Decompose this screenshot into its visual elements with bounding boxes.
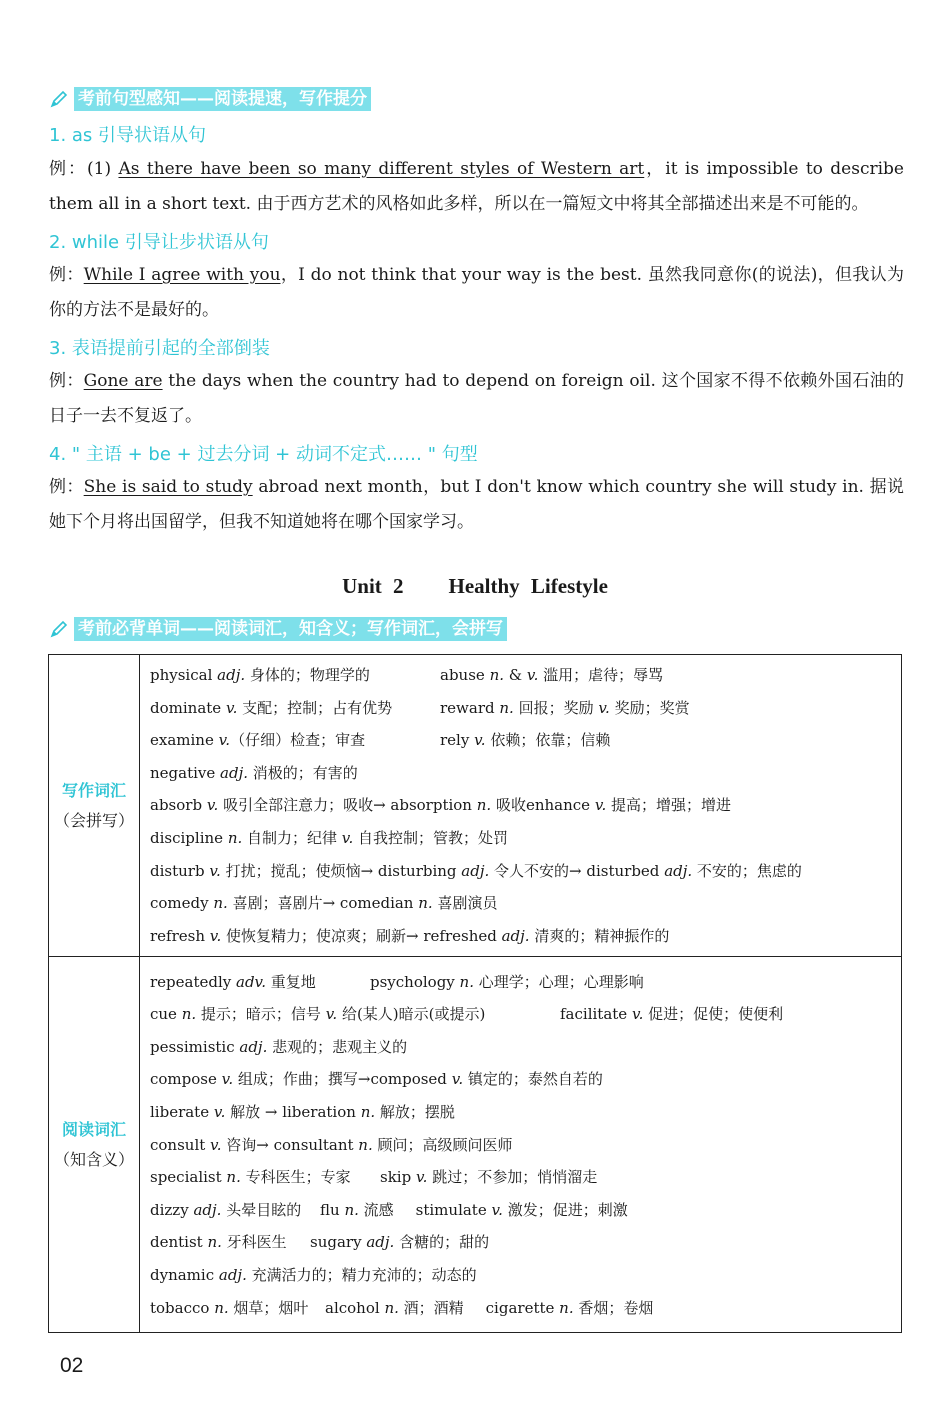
- vocab-word: absorb: [150, 796, 207, 815]
- vocab-entry: [150, 966, 370, 999]
- vocab-meaning: 自制力；纪律: [242, 828, 342, 847]
- vocab-line: [150, 1129, 901, 1162]
- vocab-line: [150, 1063, 901, 1096]
- reading-vocab-row: [49, 957, 902, 1333]
- part-of-speech: v.: [213, 1102, 226, 1121]
- pencil-icon: [48, 88, 70, 110]
- vocab-entry: [150, 1226, 310, 1259]
- part-of-speech: v.: [209, 926, 222, 945]
- section-heading-text: 考前必背单词——阅读词汇，知含义；写作词汇，会拼写: [74, 617, 507, 641]
- underlined-clause: She is said to study: [83, 477, 253, 497]
- example-sentence: [49, 364, 904, 434]
- unit-title: Unit 2 Healthy Lifestyle: [342, 574, 608, 598]
- vocab-word: dentist: [150, 1233, 208, 1252]
- page-number: 02: [60, 1354, 84, 1377]
- vocab-entry: [440, 692, 690, 725]
- part-of-speech: v.: [526, 666, 539, 684]
- vocab-entry: [380, 1161, 597, 1194]
- part-of-speech: v.: [594, 796, 607, 815]
- vocab-word: stimulate: [415, 1200, 492, 1219]
- vocab-word: cigarette: [485, 1298, 560, 1317]
- part-of-speech: n.: [344, 1200, 359, 1219]
- vocab-entry: [150, 1096, 455, 1129]
- category-note: （会拼写）: [53, 810, 134, 830]
- part-of-speech: v.: [631, 1005, 644, 1024]
- example-sentence: [49, 152, 904, 222]
- vocab-meaning: 自我控制；管教；处罚: [353, 828, 509, 847]
- example-rest: the days when the country had to depend on foreign oil. 这个国家不得不依赖外国石油的日子一去不复返了。: [49, 371, 904, 426]
- vocab-meaning: 镇定的；泰然自若的: [463, 1070, 603, 1089]
- vocab-line: [150, 692, 901, 725]
- part-of-speech: v.: [415, 1168, 428, 1187]
- item-title: 2. while 引导让步状语从句: [49, 232, 269, 253]
- vocab-meaning: 回报；奖励: [513, 698, 599, 717]
- vocab-word: alcohol: [325, 1298, 385, 1317]
- part-of-speech: v.: [325, 1005, 338, 1024]
- part-of-speech: n.: [559, 1298, 574, 1317]
- vocab-meaning: 重复地: [266, 972, 316, 991]
- part-of-speech: n.: [213, 894, 228, 913]
- part-of-speech: adj.: [664, 861, 693, 880]
- vocab-meaning: 顾问；高级顾问医师: [372, 1135, 513, 1154]
- vocab-word: cue: [150, 1005, 182, 1024]
- word-list: [140, 655, 902, 957]
- vocab-meaning: 心理学；心理；心理影响: [473, 972, 644, 991]
- underlined-clause: Gone are: [83, 371, 163, 391]
- vocab-word: reward: [440, 698, 500, 717]
- vocab-meaning: 头晕目眩的: [221, 1200, 302, 1219]
- vocab-word: dominate: [150, 698, 226, 717]
- vocab-entry: [325, 1292, 464, 1325]
- example-rest: ，it is impossible to describe them all in a short text. 由于西方艺术的风格如此多样，所以在一篇短文中将其全部描述出来是不可能的。: [49, 159, 904, 214]
- example-prefix: 例：: [49, 265, 84, 285]
- vocab-meaning: 充满活力的；精力充沛的；动态的: [246, 1265, 477, 1284]
- part-of-speech: n.: [226, 1168, 241, 1187]
- vocab-word: skip: [380, 1168, 416, 1187]
- vocab-entry: [150, 789, 526, 822]
- vocab-line: [150, 789, 901, 822]
- vocab-entry: [150, 659, 440, 692]
- part-of-speech: n.: [207, 1233, 222, 1252]
- part-of-speech: v.: [209, 861, 221, 880]
- item-title: 1. as 引导状语从句: [49, 125, 207, 146]
- section-heading-vocab: [48, 617, 507, 641]
- vocab-table: [48, 654, 902, 1333]
- vocab-meaning: 含糖的；甜的: [394, 1233, 490, 1252]
- example-rest: ，I do not think that your way is the best. 虽然我同意你(的说法)，但我认为你的方法不是最好的。: [49, 265, 904, 320]
- vocab-line: [150, 1259, 901, 1292]
- part-of-speech: v.: [598, 698, 610, 717]
- part-of-speech: n.: [499, 698, 514, 717]
- example-rest: abroad next month，but I don't know which country she will study in. 据说她下个月将出国留学，但我不知道她将在哪个国家学习。: [49, 477, 904, 532]
- vocab-word: disturb: [150, 861, 210, 880]
- example-sentence: [49, 470, 904, 540]
- vocab-entry: [310, 1226, 489, 1259]
- vocab-entry: [150, 757, 358, 790]
- part-of-speech: n.: [459, 972, 474, 991]
- vocab-entry: [486, 1292, 654, 1325]
- vocab-meaning: &: [504, 666, 527, 684]
- vocab-entry: [150, 822, 508, 855]
- vocab-meaning: 打扰；搅乱；使烦恼→ disturbing: [220, 861, 462, 880]
- vocab-meaning: 提高；增强；增进: [606, 796, 732, 815]
- vocab-meaning: 奖励；奖赏: [609, 698, 690, 717]
- part-of-speech: n.: [227, 828, 243, 847]
- category-name: 写作词汇: [61, 780, 126, 800]
- vocab-line: [150, 966, 901, 999]
- vocab-meaning: 吸引全部注意力；吸收→ absorption: [218, 796, 477, 815]
- part-of-speech: n.: [489, 666, 504, 684]
- vocab-meaning: 喜剧演员: [432, 894, 498, 913]
- vocab-word: refresh: [150, 926, 210, 945]
- vocab-word: abuse: [440, 666, 490, 684]
- vocab-word: comedy: [150, 894, 214, 913]
- vocab-entry: [320, 1194, 394, 1227]
- category-note: （知含义）: [53, 1149, 134, 1169]
- part-of-speech: adj.: [501, 926, 530, 945]
- vocab-word: facilitate: [560, 1005, 632, 1024]
- example-sentence: [49, 258, 904, 328]
- category-cell: [49, 655, 140, 957]
- vocab-word: liberate: [150, 1102, 214, 1121]
- vocab-line: [150, 1292, 901, 1325]
- vocab-entry: [150, 1194, 320, 1227]
- vocab-meaning: 吸收: [491, 796, 526, 815]
- vocab-meaning: 咨询→ consultant: [221, 1135, 359, 1154]
- vocab-word: consult: [150, 1135, 211, 1154]
- vocab-word: rely: [440, 731, 475, 750]
- vocab-line: [150, 1031, 901, 1064]
- part-of-speech: adv.: [236, 972, 267, 991]
- part-of-speech: n.: [181, 1005, 197, 1024]
- section-heading-text: 考前句型感知——阅读提速，写作提分: [74, 87, 371, 111]
- vocab-meaning: 支配；控制；占有优势: [237, 698, 393, 717]
- part-of-speech: adj.: [218, 1265, 247, 1284]
- part-of-speech: v.: [341, 828, 354, 847]
- vocab-entry: [560, 998, 783, 1031]
- vocab-line: [150, 757, 901, 790]
- vocab-word: specialist: [150, 1168, 227, 1187]
- vocab-entry: [150, 887, 497, 920]
- part-of-speech: v.: [221, 1070, 234, 1089]
- vocab-word: examine: [150, 731, 219, 750]
- section-heading-sentences: [48, 87, 371, 111]
- vocab-meaning: 令人不安的→ disturbed: [489, 861, 665, 880]
- underlined-clause: While I agree with you: [83, 265, 281, 285]
- item-title: 4. " 主语 + be + 过去分词 + 动词不定式…… " 句型: [49, 444, 478, 465]
- vocab-meaning: 促进；促使；使便利: [643, 1005, 784, 1024]
- vocab-line: [150, 855, 901, 888]
- vocab-line: [150, 1226, 901, 1259]
- vocab-meaning: 解放；摆脱: [375, 1102, 455, 1121]
- vocab-entry: [416, 1194, 628, 1227]
- part-of-speech: adj.: [217, 666, 246, 684]
- vocab-entry: [150, 998, 560, 1031]
- part-of-speech: v.: [206, 796, 219, 815]
- category-name: 阅读词汇: [61, 1119, 126, 1139]
- part-of-speech: v.: [225, 698, 238, 717]
- vocab-meaning: 清爽的；精神振作的: [529, 926, 670, 945]
- part-of-speech: adj.: [461, 861, 490, 880]
- vocab-word: dynamic: [150, 1265, 219, 1284]
- vocab-word: psychology: [370, 972, 460, 991]
- vocab-word: physical: [150, 666, 218, 684]
- vocab-entry: [150, 1161, 380, 1194]
- vocab-line: [150, 1096, 901, 1129]
- vocab-meaning: 香烟；卷烟: [573, 1298, 654, 1317]
- part-of-speech: n.: [418, 894, 433, 913]
- vocab-entry: [150, 692, 440, 725]
- vocab-line: [150, 998, 901, 1031]
- vocab-entry: [150, 1259, 477, 1292]
- example-prefix: 例：: [49, 371, 84, 391]
- part-of-speech: n.: [214, 1298, 229, 1317]
- vocab-meaning: 消极的；有害的: [248, 763, 358, 782]
- vocab-meaning: 专科医生；专家: [240, 1168, 351, 1187]
- vocab-word: sugary: [310, 1233, 367, 1252]
- pencil-icon: [48, 618, 70, 640]
- vocab-entry: [526, 789, 731, 822]
- part-of-speech: n.: [358, 1135, 373, 1154]
- vocab-entry: [150, 724, 440, 757]
- vocab-meaning: 激发；促进；刺激: [502, 1200, 628, 1219]
- vocab-line: [150, 1194, 901, 1227]
- vocab-word: pessimistic: [150, 1037, 240, 1056]
- vocab-meaning: 滥用；虐待；辱骂: [538, 666, 664, 684]
- part-of-speech: adj.: [239, 1037, 268, 1056]
- vocab-word: enhance: [525, 796, 595, 815]
- category-cell: [49, 957, 140, 1333]
- vocab-line: [150, 822, 901, 855]
- vocab-entry: [370, 966, 644, 999]
- vocab-word: discipline: [150, 828, 228, 847]
- vocab-entry: [150, 1063, 603, 1096]
- vocab-line: [150, 659, 901, 692]
- part-of-speech: n.: [476, 796, 492, 815]
- part-of-speech: n.: [384, 1298, 399, 1317]
- vocab-entry: [150, 920, 669, 953]
- underlined-clause: As there have been so many different styles of Western art: [118, 159, 645, 179]
- vocab-meaning: 流感: [358, 1200, 394, 1219]
- vocab-line: [150, 920, 901, 953]
- vocab-meaning: 组成；作曲；撰写→composed: [233, 1070, 452, 1089]
- vocab-meaning: 不安的；焦虑的: [692, 861, 802, 880]
- vocab-meaning: 身体的；物理学的: [245, 666, 370, 684]
- vocab-entry: [440, 724, 610, 757]
- vocab-word: repeatedly: [150, 972, 237, 991]
- vocab-word: tobacco: [150, 1298, 215, 1317]
- vocab-line: [150, 1161, 901, 1194]
- vocab-meaning: 依赖；依靠；信赖: [485, 731, 611, 750]
- vocab-meaning: 喜剧；喜剧片→ comedian: [227, 894, 419, 913]
- vocab-meaning: 酒；酒精: [398, 1298, 464, 1317]
- writing-vocab-row: [49, 655, 902, 957]
- vocab-entry: [150, 855, 802, 888]
- vocab-meaning: 烟草；烟叶: [228, 1298, 309, 1317]
- vocab-line: [150, 887, 901, 920]
- vocab-meaning: 提示；暗示；信号: [196, 1005, 326, 1024]
- example-prefix: 例：(1): [49, 159, 119, 179]
- part-of-speech: v.: [451, 1070, 464, 1089]
- vocab-meaning: （仔细）检查；审查: [230, 731, 366, 750]
- vocab-word: flu: [320, 1200, 345, 1219]
- vocab-meaning: 使恢复精力；使凉爽；刷新→ refreshed: [221, 926, 502, 945]
- part-of-speech: adj.: [220, 763, 248, 782]
- part-of-speech: adj.: [193, 1200, 222, 1219]
- vocab-entry: [150, 1129, 513, 1162]
- example-prefix: 例：: [49, 477, 84, 497]
- vocab-meaning: 跳过；不参加；悄悄溜走: [427, 1168, 598, 1187]
- vocab-meaning: 悲观的；悲观主义的: [267, 1037, 408, 1056]
- part-of-speech: v.: [218, 731, 231, 750]
- item-title: 3. 表语提前引起的全部倒装: [49, 338, 270, 359]
- part-of-speech: n.: [360, 1102, 376, 1121]
- part-of-speech: v.: [491, 1200, 503, 1219]
- vocab-word: compose: [150, 1070, 222, 1089]
- vocab-meaning: 给(某人)暗示(或提示): [337, 1005, 486, 1024]
- word-list: [140, 957, 902, 1333]
- vocab-word: dizzy: [150, 1200, 194, 1219]
- vocab-meaning: 牙科医生: [221, 1233, 287, 1252]
- vocab-entry: [440, 659, 663, 692]
- vocab-entry: [150, 1031, 407, 1064]
- vocab-line: [150, 724, 901, 757]
- part-of-speech: v.: [474, 731, 486, 750]
- part-of-speech: v.: [210, 1135, 222, 1154]
- part-of-speech: adj.: [366, 1233, 395, 1252]
- vocab-entry: [150, 1292, 325, 1325]
- vocab-meaning: 解放 → liberation: [225, 1102, 361, 1121]
- vocab-word: negative: [150, 763, 221, 782]
